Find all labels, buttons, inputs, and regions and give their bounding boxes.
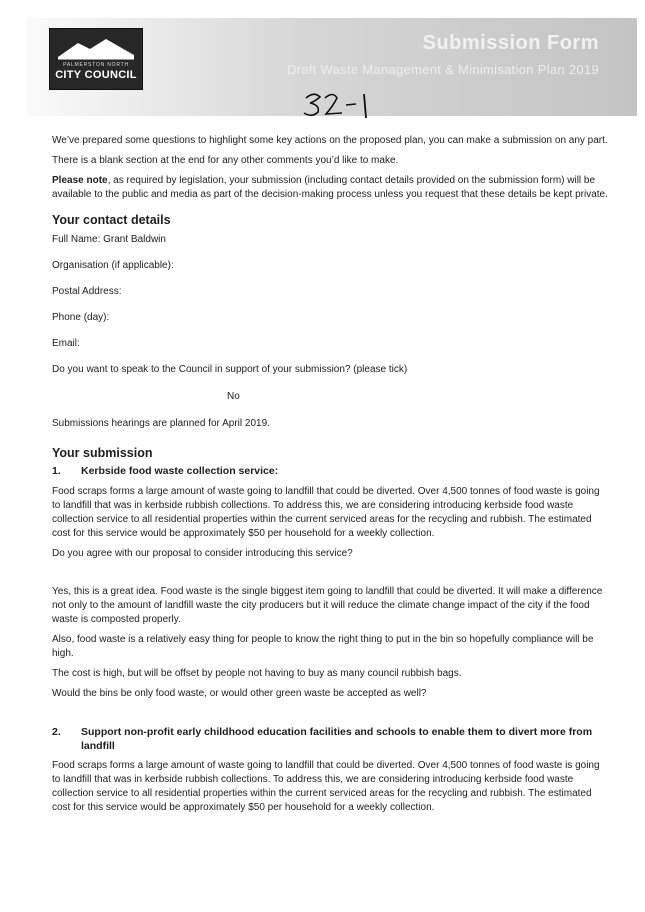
question-1-heading [52,464,608,478]
organisation-field: Organisation (if applicable): [52,260,174,271]
intro-paragraph-1: We’ve prepared some questions to highlight some key actions on the proposed plan, you can make a submission on any part. [52,135,608,146]
question-2-title: Support non-profit early childhood education facilities and schools to enable them to divert more from landfill [81,726,593,752]
email-field: Email: [52,338,80,349]
council-logo [49,28,143,90]
question-1-number: 1. [52,465,61,477]
answer-1-paragraph-4: Would the bins be only food waste, or would other green waste be accepted as well? [52,688,427,699]
full-name-field: Full Name: Grant Baldwin [52,234,166,245]
intro-paragraph-2: There is a blank section at the end for any other comments you’d like to make. [52,155,399,166]
answer-1-paragraph-3: The cost is high, but will be offset by people not having to buy as many council rubbish bags. [52,668,462,679]
privacy-note-text: , as required by legislation, your submission (including contact details provided on the submission form) will be available to the public and media as part of the decision-making process unless you request that these details be kept private. [52,175,608,200]
speak-question: Do you want to speak to the Council in support of your submission? (please tick) [52,364,408,375]
full-name-value: Grant Baldwin [103,234,166,245]
phone-field: Phone (day): [52,312,110,323]
contact-heading: Your contact details [52,213,171,227]
question-1-prompt: Do you agree with our proposal to consider introducing this service? [52,548,353,559]
logo-big-text: CITY COUNCIL [55,69,137,81]
hearings-note: Submissions hearings are planned for April 2019. [52,418,270,429]
answer-1-paragraph-1: Yes, this is a great idea. Food waste is the single biggest item going to landfill that could be diverted. It will make a difference not only to the amount of landfill waste the city producers but it will reduce the climate change impact of the city if the food waste is composted properly. [52,586,603,625]
logo-small-text: PALMERSTON NORTH [63,62,129,68]
form-content [52,134,608,815]
form-title: Submission Form [422,32,599,54]
mountain-icon [56,35,136,61]
question-2-heading [52,725,608,753]
question-1-title: Kerbside food waste collection service: [81,465,279,477]
privacy-note-label: Please note [52,175,108,186]
speak-answer: No [227,391,240,402]
privacy-note [52,174,608,202]
handwritten-reference [300,88,380,122]
answer-1-paragraph-2: Also, food waste is a relatively easy thing for people to know the right thing to put in the bin so hopefully compliance will be high. [52,634,594,659]
submission-heading: Your submission [52,446,153,460]
question-1-description: Food scraps forms a large amount of waste going to landfill that could be diverted. Over 4,500 tonnes of food waste is going to landfill that was in kerbside rubbish collections. To address this, we are considering introducing kerbside food waste collection service to all residential properties within the current serviced areas for the recycling and rubbish. The estimated cost for this service would be approximately $50 per household for a weekly collection. [52,486,600,539]
postal-address-field: Postal Address: [52,286,122,297]
form-subtitle: Draft Waste Management & Minimisation Plan 2019 [286,62,599,77]
question-2-description: Food scraps forms a large amount of waste going to landfill that could be diverted. Over 4,500 tonnes of food waste is going to landfill that was in kerbside rubbish collections. To address this, we are considering introducing kerbside food waste collection service to all residential properties within the current serviced areas for the recycling and rubbish. The estimated cost for this service would be approximately $50 per household for a weekly collection. [52,760,600,813]
question-2-number: 2. [52,726,61,738]
